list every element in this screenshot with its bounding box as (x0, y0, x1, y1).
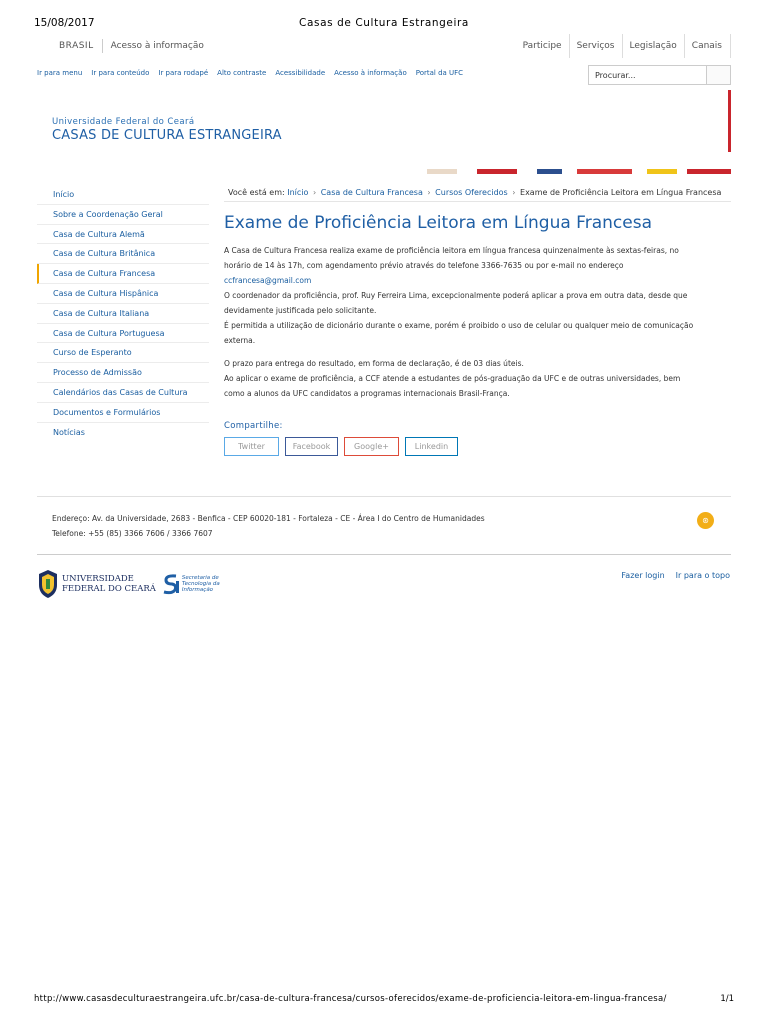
footer-logos (37, 568, 220, 600)
back-to-top-link[interactable]: Ir para o topo (675, 571, 730, 580)
search-input[interactable] (589, 66, 707, 84)
share-buttons (224, 437, 458, 456)
footer-links (621, 571, 730, 580)
site-title[interactable]: CASAS DE CULTURA ESTRANGEIRA (52, 128, 282, 143)
access-information-link[interactable]: Acesso à informação (334, 69, 407, 77)
banner-decoration (477, 169, 517, 174)
sidebar-item-noticias[interactable]: Notícias (53, 427, 85, 437)
breadcrumb (224, 186, 731, 202)
print-page-number: 1/1 (720, 994, 734, 1004)
sti-logo-line1: Secretaria de (181, 575, 219, 581)
footer-address (52, 511, 485, 541)
acesso-informacao-link[interactable]: Acesso à informação (110, 41, 204, 51)
paragraph (224, 243, 714, 288)
paragraph (224, 356, 714, 401)
sidebar-item-francesa[interactable]: Casa de Cultura Francesa (37, 264, 209, 284)
sidebar-item-esperanto[interactable]: Curso de Esperanto (37, 343, 209, 363)
facebook-share-button[interactable]: Facebook (285, 437, 338, 456)
brasil-link[interactable]: BRASIL (59, 41, 94, 51)
site-banner (37, 90, 731, 174)
breadcrumb-prefix: Você está em: (228, 188, 285, 197)
canais-link[interactable]: Canais (684, 34, 731, 58)
print-date: 15/08/2017 (34, 17, 95, 29)
print-header (34, 17, 734, 31)
twitter-share-button[interactable]: Twitter (224, 437, 279, 456)
page-title: Exame de Proficiência Leitora em Língua Francesa (224, 213, 652, 233)
text-line: horário de 14 às 17h, com agendamento prévio através do telefone 3366-7635 ou por e-mail no endereço (224, 261, 624, 270)
breadcrumb-item-inicio[interactable]: Início (287, 188, 309, 197)
text-line: devidamente justificada pelo solicitante. (224, 306, 377, 315)
sidebar-item-documentos[interactable]: Documentos e Formulários (37, 403, 209, 423)
sti-logo-line3: Informação (181, 587, 214, 593)
search-box (588, 65, 731, 85)
footer-divider (37, 554, 731, 555)
text-line: O prazo para entrega do resultado, em forma de declaração, é de 03 dias úteis. (224, 359, 524, 368)
sidebar-item-hispanica[interactable]: Casa de Cultura Hispânica (37, 284, 209, 304)
text-line: externa. (224, 336, 256, 345)
institution-name[interactable]: Universidade Federal do Ceará (52, 117, 195, 127)
legislacao-link[interactable]: Legislação (622, 34, 684, 58)
rss-icon[interactable]: ⊛ (697, 512, 714, 529)
sidebar-item-calendarios[interactable]: Calendários das Casas de Cultura (37, 383, 209, 403)
participe-link[interactable]: Participe (522, 41, 562, 51)
paragraph (224, 318, 714, 348)
banner-decoration (427, 169, 457, 174)
google-plus-share-button[interactable]: Google+ (344, 437, 399, 456)
skip-to-content-link[interactable]: Ir para conteúdo (91, 69, 150, 77)
ufc-logo[interactable] (37, 569, 156, 599)
address-text: Endereço: Av. da Universidade, 2683 - Benfica - CEP 60020-181 - Fortaleza - CE - Área I do Centro de Humanidades (52, 514, 485, 523)
text-line: como a alunos da UFC candidatos a programas internacionais Brasil-França. (224, 389, 510, 398)
accessibility-bar (37, 66, 731, 86)
sidebar-nav (37, 185, 209, 442)
linkedin-share-button[interactable]: Linkedin (405, 437, 458, 456)
sidebar-item-portuguesa[interactable]: Casa de Cultura Portuguesa (37, 324, 209, 344)
sidebar-item-alema[interactable]: Casa de Cultura Alemã (37, 225, 209, 245)
sti-logo-line2: Tecnologia da (181, 581, 220, 587)
ufc-logo-line1: UNIVERSIDADE (62, 574, 134, 584)
sidebar-item-coordenacao[interactable]: Sobre a Coordenação Geral (37, 205, 209, 225)
skip-to-footer-link[interactable]: Ir para rodapé (158, 69, 209, 77)
paragraph (224, 288, 714, 318)
sti-logo-icon (162, 573, 180, 595)
sidebar-item-italiana[interactable]: Casa de Cultura Italiana (37, 304, 209, 324)
sidebar-item-admissao[interactable]: Processo de Admissão (37, 363, 209, 383)
ufc-logo-line2: FEDERAL DO CEARÁ (62, 584, 156, 594)
text-line: Ao aplicar o exame de proficiência, a CCF atende a estudantes de pós-graduação da UFC e de outras universidades, bem (224, 374, 681, 383)
high-contrast-link[interactable]: Alto contraste (217, 69, 267, 77)
ufc-crest-icon (37, 569, 59, 599)
sidebar-item-britanica[interactable]: Casa de Cultura Britânica (37, 244, 209, 264)
breadcrumb-current: Exame de Proficiência Leitora em Língua Francesa (520, 188, 722, 197)
gov-bar (37, 34, 731, 58)
skip-to-menu-link[interactable]: Ir para menu (37, 69, 83, 77)
chevron-right-icon: › (427, 188, 431, 197)
divider (102, 39, 103, 53)
breadcrumb-item-cursos[interactable]: Cursos Oferecidos (435, 188, 508, 197)
print-url: http://www.casasdeculturaestrangeira.ufc.br/casa-de-cultura-francesa/cursos-oferecidos/exame-de-proficiencia-leitora-em-lingua-francesa/ (34, 994, 667, 1004)
search-button[interactable] (707, 66, 730, 84)
portal-ufc-link[interactable]: Portal da UFC (415, 69, 464, 77)
sti-logo[interactable] (162, 573, 220, 595)
banner-decoration (537, 169, 562, 174)
banner-decoration (647, 169, 677, 174)
login-link[interactable]: Fazer login (621, 571, 665, 580)
print-doc-title: Casas de Cultura Estrangeira (299, 17, 469, 29)
chevron-right-icon: › (512, 188, 516, 197)
phone-text: Telefone: +55 (85) 3366 7606 / 3366 7607 (52, 529, 213, 538)
sidebar-item-inicio[interactable]: Início (37, 185, 209, 205)
text-line: O coordenador da proficiência, prof. Ruy Ferreira Lima, excepcionalmente poderá aplicar a prova em outra data, desde que (224, 291, 688, 300)
accessibility-link[interactable]: Acessibilidade (275, 69, 326, 77)
share-label: Compartilhe: (224, 421, 283, 431)
banner-decoration (687, 169, 731, 174)
servicos-link[interactable]: Serviços (569, 34, 622, 58)
email-link[interactable]: ccfrancesa@gmail.com (224, 276, 312, 285)
banner-decoration (577, 169, 632, 174)
banner-decoration (728, 90, 731, 152)
chevron-right-icon: › (312, 188, 317, 197)
footer-divider (37, 496, 731, 497)
article-body (224, 243, 714, 401)
text-line: É permitida a utilização de dicionário durante o exame, porém é proibido o uso de celular ou qualquer meio de comunicação (224, 321, 694, 330)
breadcrumb-item-francesa[interactable]: Casa de Cultura Francesa (320, 188, 423, 197)
text-line: A Casa de Cultura Francesa realiza exame de proficiência leitora em língua francesa quinzenalmente às sextas-feiras, no (224, 246, 679, 255)
